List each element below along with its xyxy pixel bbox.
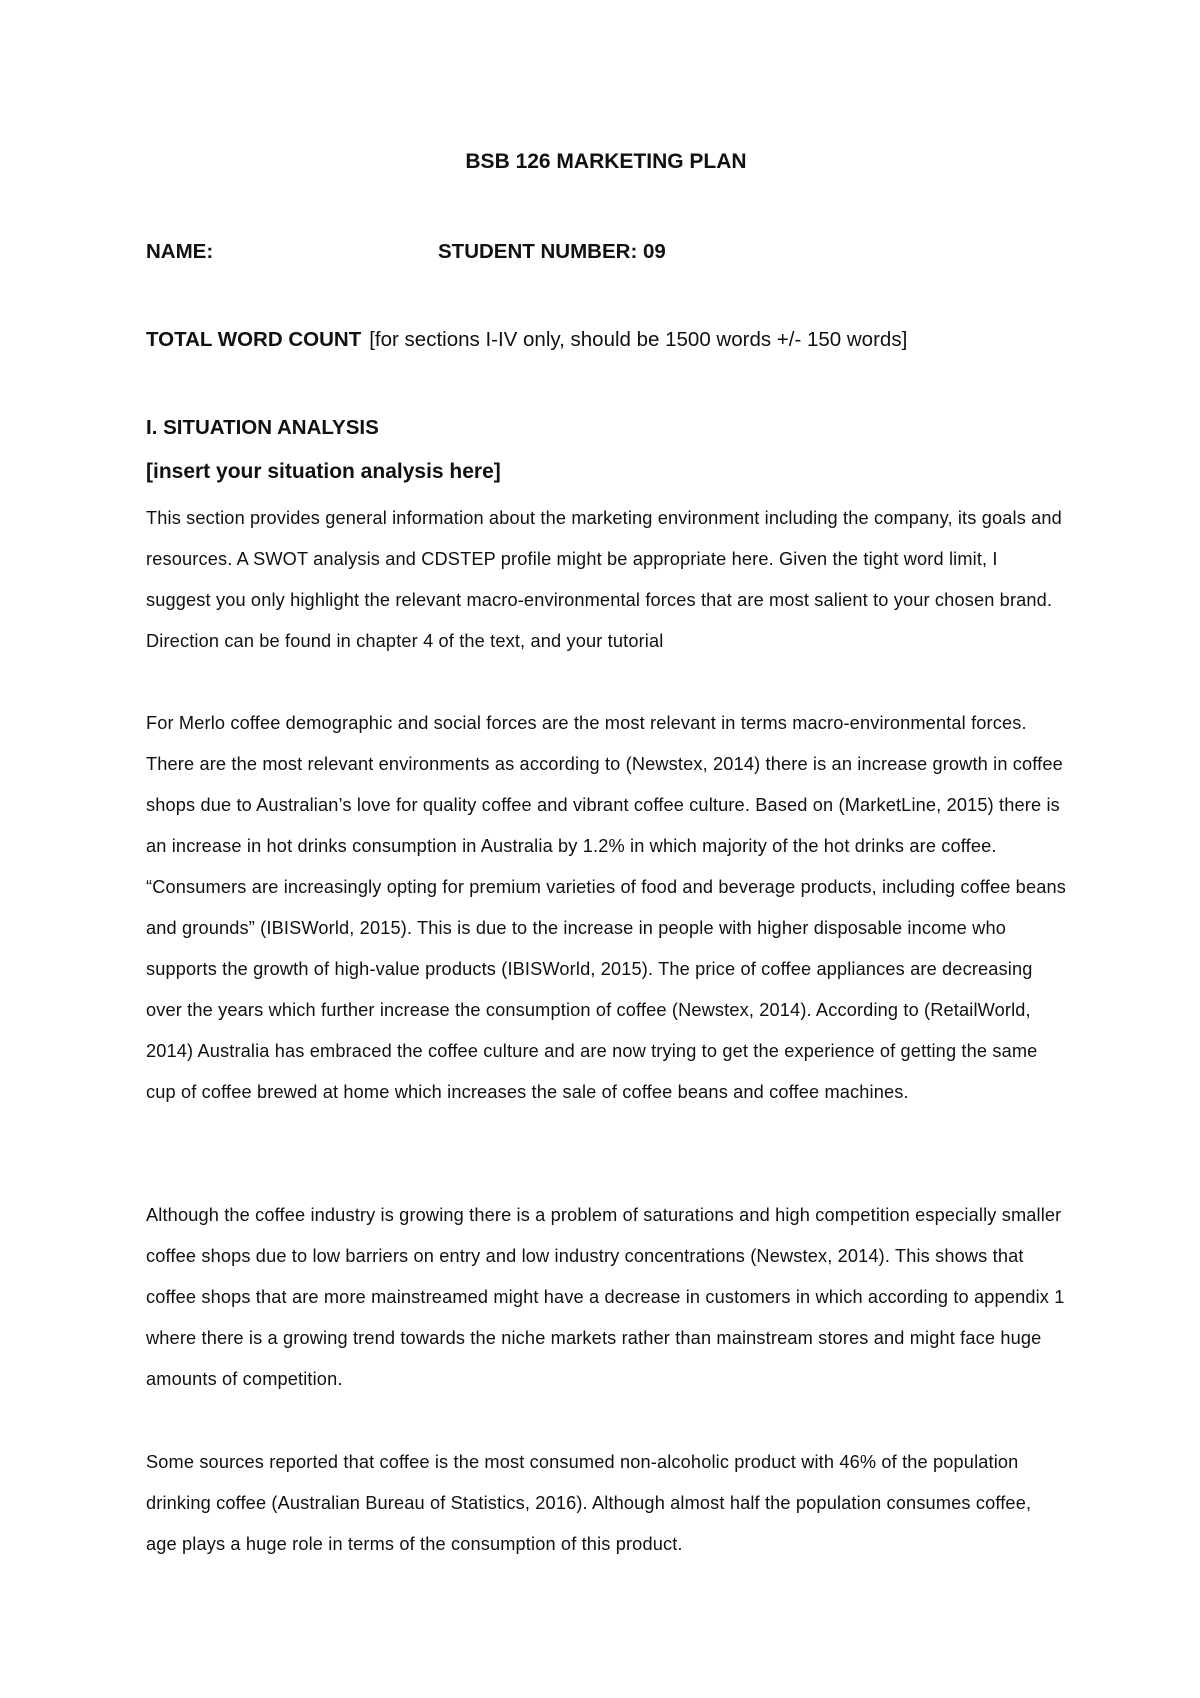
student-info-row bbox=[146, 240, 1066, 268]
word-count-line bbox=[146, 328, 1066, 352]
student-number-label: STUDENT NUMBER: 09 bbox=[438, 240, 666, 263]
paragraph-consumption: Some sources reported that coffee is the most consumed non-alcoholic product with 46% of the population drinking coffee (Australian Bureau of Statistics, 2016). Although almost half the population consumes coffee, age plays a huge role in terms of the consumption of this product. bbox=[146, 1452, 1032, 1554]
insert-instruction: [insert your situation analysis here] bbox=[146, 460, 501, 483]
section-heading-situation-analysis: I. SITUATION ANALYSIS bbox=[146, 416, 379, 439]
paragraph-competition: Although the coffee industry is growing there is a problem of saturations and high competition especially smaller coffee shops due to low barriers on entry and low industry concentrations (Newstex, 2014). This shows that coffee shops that are more mainstreamed might have a decrease in customers in which according to appendix 1 where there is a growing trend towards the niche markets rather than mainstream stores and might face huge amounts of competition. bbox=[146, 1205, 1065, 1389]
name-label: NAME: bbox=[146, 240, 214, 263]
paragraph-macro-environment: For Merlo coffee demographic and social forces are the most relevant in terms macro-environmental forces. There are the most relevant environments as according to (Newstex, 2014) there is an increase growth in coffee shops due to Australian’s love for quality coffee and vibrant coffee culture. Based on (MarketLine, 2015) there is an increase in hot drinks consumption in Australia by 1.2% in which majority of the hot drinks are coffee. “Consumers are increasingly opting for premium varieties of food and beverage products, including coffee beans and grounds” (IBISWorld, 2015). This is due to the increase in people with higher disposable income who supports the growth of high-value products (IBISWorld, 2015). The price of coffee appliances are decreasing over the years which further increase the consumption of coffee (Newstex, 2014). According to (RetailWorld, 2014) Australia has embraced the coffee culture and are now trying to get the experience of getting the same cup of coffee brewed at home which increases the sale of coffee beans and coffee machines. bbox=[146, 713, 1066, 1102]
document-title: BSB 126 MARKETING PLAN bbox=[465, 150, 747, 173]
word-count-label: TOTAL WORD COUNT bbox=[146, 328, 362, 351]
word-count-note: [for sections I-IV only, should be 1500 words +/- 150 words] bbox=[369, 328, 908, 351]
paragraph-instructions: This section provides general information about the marketing environment including the company, its goals and resources. A SWOT analysis and CDSTEP profile might be appropriate here. Given the tight word limit, I suggest you only highlight the relevant macro-environmental forces that are most salient to your chosen brand. Direction can be found in chapter 4 of the text, and your tutorial bbox=[146, 508, 1062, 651]
